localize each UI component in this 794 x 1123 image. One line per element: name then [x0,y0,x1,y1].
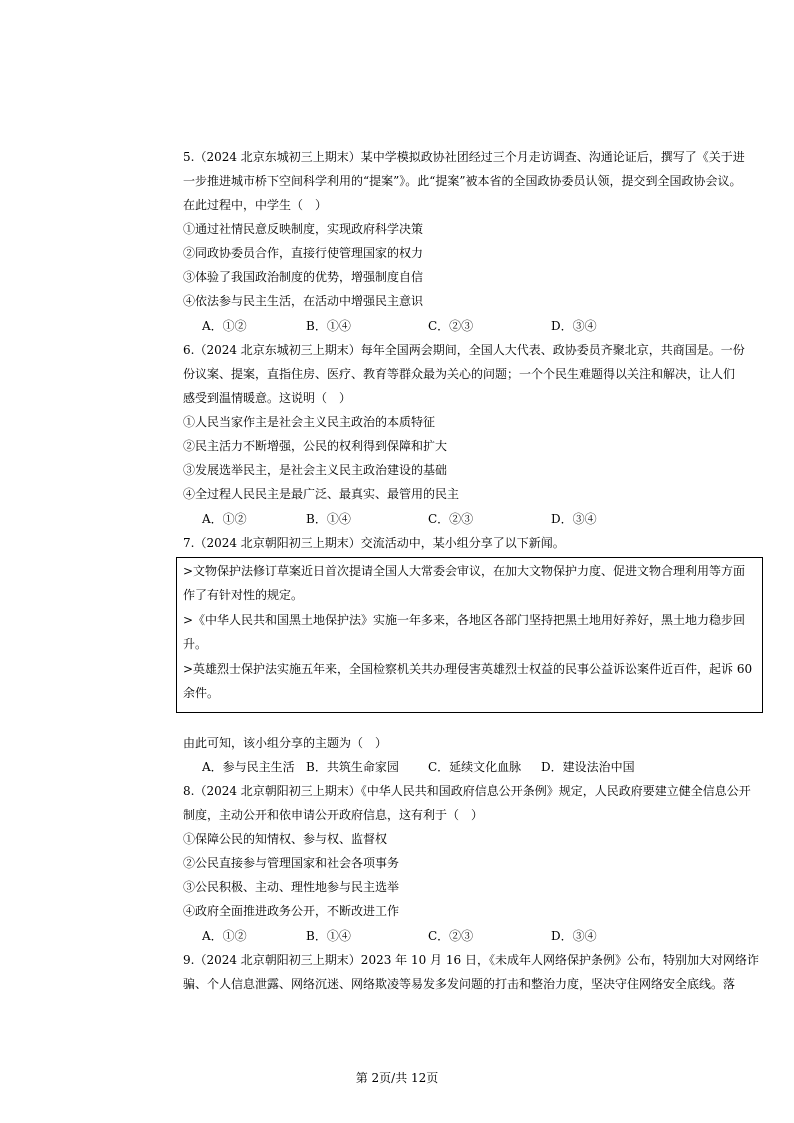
q6-stem-line-2: 份议案、提案，直指住房、医疗、教育等群众最为关心的问题；一个个民生难题得以关注和解决，让人们 [183,367,736,381]
q6-option-a[interactable]: A．①② [202,512,247,526]
q5-option-b[interactable]: B．①④ [306,319,351,333]
q7-news-line-5: >英雄烈士保护法实施五年来，全国检察机关共办理侵害英雄烈士权益的民事公益诉讼案件近百件，起诉 60 [183,662,753,676]
q8-option-c[interactable]: C．②③ [428,929,474,943]
q8-stem-line-2: 制度，主动公开和依申请公开政府信息，这有利于（ ） [183,808,484,822]
q7-option-c[interactable]: C．延续文化血脉 [428,760,522,774]
q8-option-a[interactable]: A．①② [202,929,247,943]
q5-item-3: ③体验了我国政治制度的优势，增强制度自信 [183,270,424,284]
q8-option-b[interactable]: B．①④ [306,929,351,943]
q7-option-b[interactable]: B．共筑生命家园 [306,760,399,774]
q5-item-1: ①通过社情民意反映制度，实现政府科学决策 [183,222,424,236]
q7-option-a[interactable]: A．参与民主生活 [202,760,295,774]
q7-news-line-2: 作了有针对性的规定。 [183,588,304,602]
q8-item-1: ①保障公民的知情权、参与权、监督权 [183,832,388,846]
q7-stem: 7.（2024 北京朝阳初三上期末）交流活动中，某小组分享了以下新闻。 [183,536,565,550]
q7-question: 由此可知，该小组分享的主题为（ ） [183,736,388,750]
q7-news-line-6: 余件。 [183,686,220,700]
q5-stem-line-1: 5.（2024 北京东城初三上期末）某中学模拟政协社团经过三个月走访调查、沟通论证后，撰写了《关于进 [183,150,745,164]
q7-news-line-4: 升。 [183,637,208,651]
q5-item-4: ④依法参与民主生活，在活动中增强民主意识 [183,294,424,308]
q7-news-line-1: >文物保护法修订草案近日首次提请全国人大常委会审议，在加大文物保护力度、促进文物合理利用等方面 [183,564,746,578]
q8-stem-line-1: 8.（2024 北京朝阳初三上期末）《中华人民共和国政府信息公开条例》规定，人民政府要建立健全信息公开 [183,784,751,798]
q5-item-2: ②同政协委员合作，直接行使管理国家的权力 [183,246,424,260]
q6-item-2: ②民主活力不断增强，公民的权利得到保障和扩大 [183,439,448,453]
q5-option-d[interactable]: D．③④ [551,319,597,333]
q5-stem-line-3: 在此过程中，中学生（ ） [183,198,328,212]
q8-option-d[interactable]: D．③④ [551,929,597,943]
page-number: 第 2页/共 12页 [355,1071,439,1085]
q7-option-d[interactable]: D．建设法治中国 [541,760,635,774]
q8-item-3: ③公民积极、主动、理性地参与民主选举 [183,880,400,894]
q6-item-1: ①人民当家作主是社会主义民主政治的本质特征 [183,415,436,429]
q6-item-4: ④全过程人民民主是最广泛、最真实、最管用的民主 [183,487,460,501]
q6-item-3: ③发展选举民主，是社会主义民主政治建设的基础 [183,463,448,477]
q7-news-line-3: >《中华人民共和国黑土地保护法》实施一年多来，各地区各部门坚持把黑土地用好养好，黑土地力稳步回 [183,613,746,627]
q5-option-c[interactable]: C．②③ [428,319,474,333]
q6-stem-line-1: 6.（2024 北京东城初三上期末）每年全国两会期间，全国人大代表、政协委员齐聚北京，共商国是。一份 [183,343,745,357]
q5-stem-line-2: 一步推进城市桥下空间科学利用的“提案”》。此“提案”被本省的全国政协委员认领，提交到全国政协会议。 [183,174,742,188]
q6-option-d[interactable]: D．③④ [551,512,597,526]
q8-item-2: ②公民直接参与管理国家和社会各项事务 [183,856,400,870]
q7-news-box [176,557,763,713]
q6-option-b[interactable]: B．①④ [306,512,351,526]
q5-option-a[interactable]: A．①② [202,319,247,333]
q6-stem-line-3: 感受到温情暖意。这说明（ ） [183,391,352,405]
q8-item-4: ④政府全面推进政务公开，不断改进工作 [183,904,400,918]
q9-stem-line-1: 9.（2024 北京朝阳初三上期末）2023 年 10 月 16 日，《未成年人网络保护条例》公布，特别加大对网络诈 [183,953,759,967]
q6-option-c[interactable]: C．②③ [428,512,474,526]
q9-stem-line-2: 骗、个人信息泄露、网络沉迷、网络欺凌等易发多发问题的打击和整治力度，坚决守住网络安全底线。落 [183,977,736,991]
